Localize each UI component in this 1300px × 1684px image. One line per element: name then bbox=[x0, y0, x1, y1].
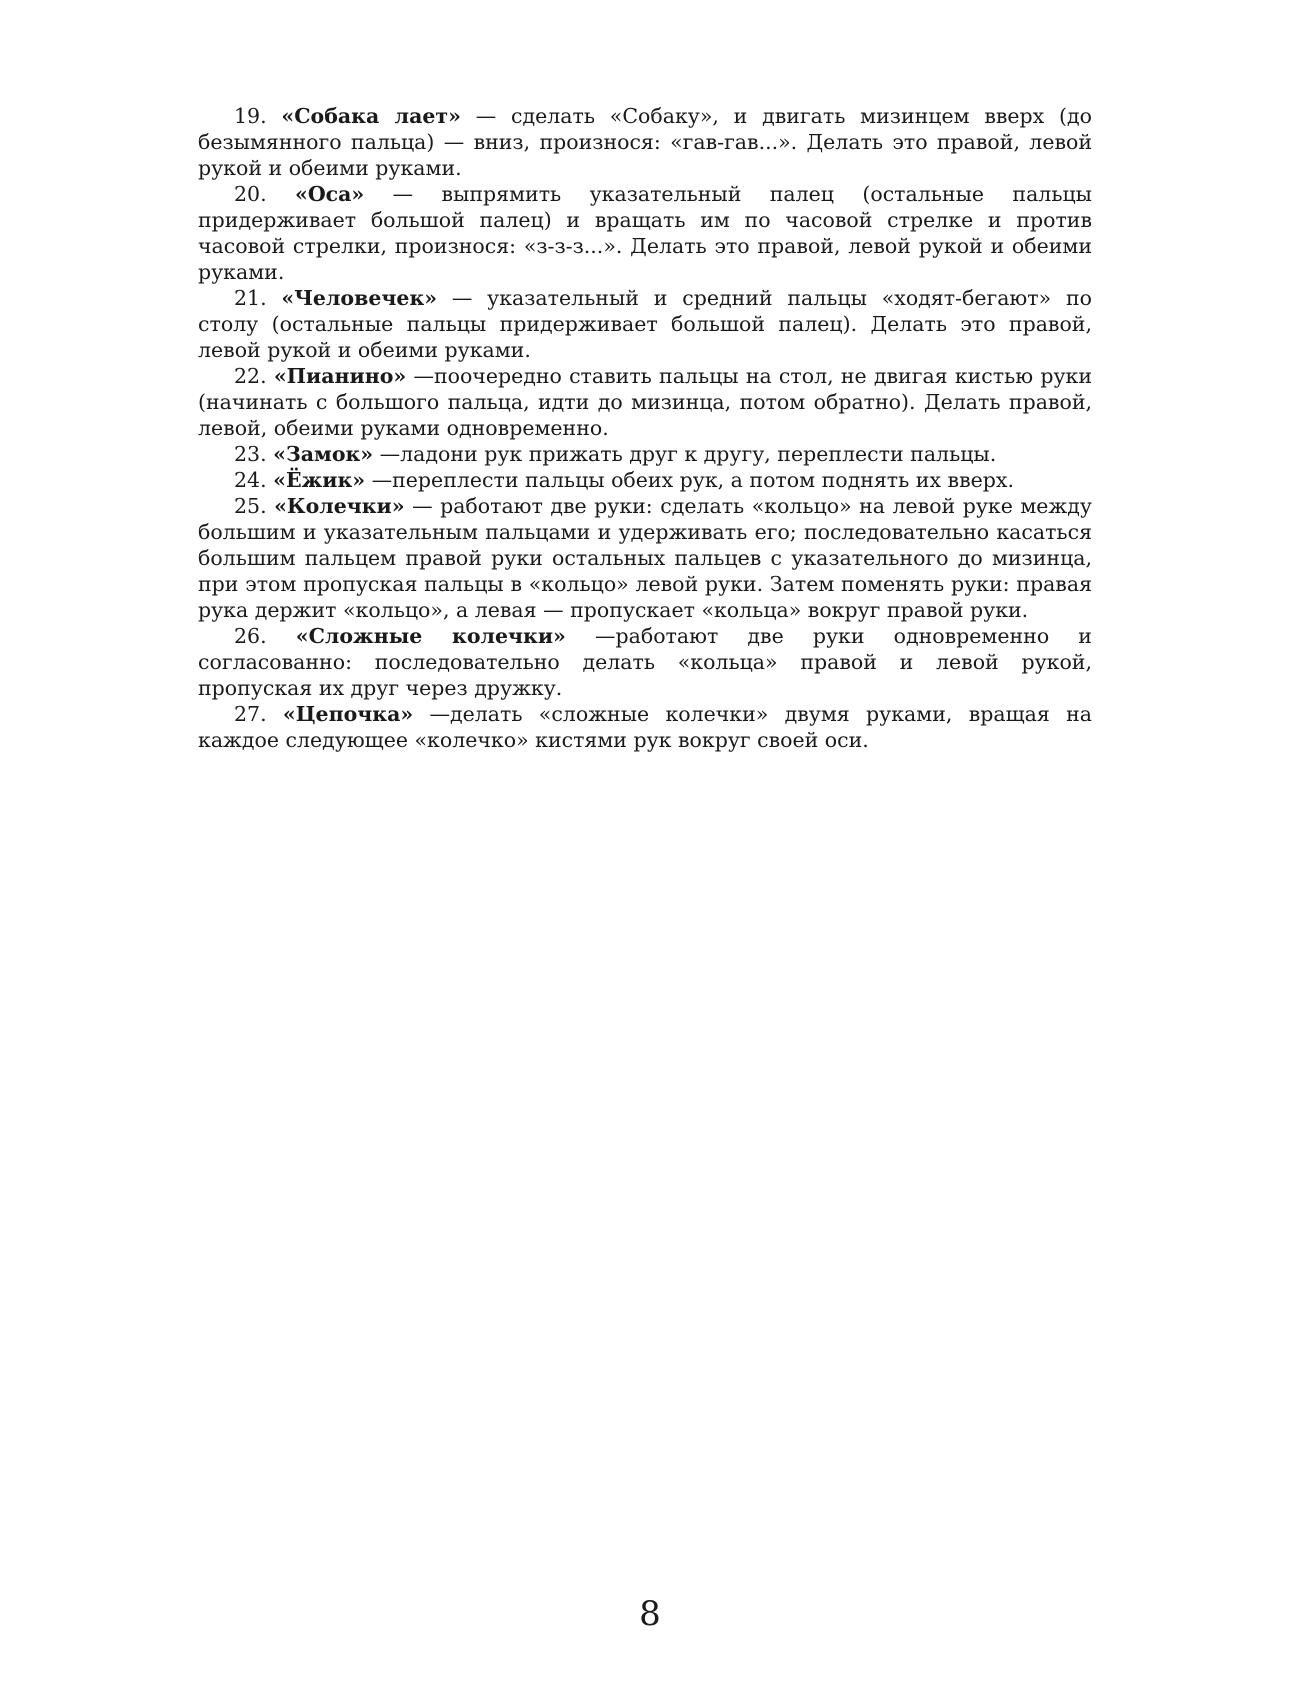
exercise-name: «Цепочка» bbox=[282, 702, 414, 726]
exercise-description: указательный и средний пальцы «ходят-бегают» по столу (остальные пальцы придерживает большой палец). Делать это правой, левой рукой и обеими руками. bbox=[198, 286, 1092, 362]
exercise-item bbox=[198, 181, 1092, 285]
exercise-separator: — bbox=[379, 442, 401, 466]
exercise-name: «Колечки» bbox=[274, 494, 405, 518]
exercise-description: работают две руки одновременно и согласованно: последовательно делать «кольца» правой и левой рукой, пропуская их друг через дружку. bbox=[198, 624, 1092, 700]
exercise-name: «Собака лает» bbox=[281, 104, 461, 128]
exercise-item bbox=[198, 285, 1092, 363]
exercise-number: 27. bbox=[234, 702, 267, 726]
exercise-number: 25. bbox=[234, 494, 267, 518]
exercise-item bbox=[198, 701, 1092, 753]
exercise-item bbox=[198, 441, 1092, 467]
exercise-name: «Оса» bbox=[295, 182, 365, 206]
exercise-separator: — bbox=[413, 364, 434, 388]
exercise-description: выпрямить указательный палец (остальные пальцы придерживает большой палец) и вращать им по часовой стрелке и против часовой стрелки, произнося: «з-з-з...». Делать это правой, левой рукой и обеими руками. bbox=[198, 182, 1092, 284]
page-number: 8 bbox=[639, 1594, 661, 1634]
exercise-name: «Пианино» bbox=[273, 364, 407, 388]
exercise-item bbox=[198, 493, 1092, 623]
exercise-item bbox=[198, 363, 1092, 441]
exercise-description: поочередно ставить пальцы на стол, не двигая кистью руки (начинать с большого пальца, идти до мизинца, потом обратно). Делать правой, левой, обеими руками одновременно. bbox=[198, 364, 1092, 440]
exercise-description: сделать «Собаку», и двигать мизинцем вверх (до безымянного пальца) — вниз, произнося: «гав-гав...». Делать это правой, левой рукой и обеими руками. bbox=[198, 104, 1092, 180]
exercise-name: «Замок» bbox=[273, 442, 374, 466]
exercise-separator: — bbox=[451, 286, 473, 310]
exercise-number: 26. bbox=[234, 624, 267, 648]
exercise-number: 24. bbox=[234, 468, 267, 492]
exercise-separator: — bbox=[429, 702, 450, 726]
exercise-description: переплести пальцы обеих рук, а потом поднять их вверх. bbox=[392, 468, 1014, 492]
exercise-name: «Сложные колечки» bbox=[295, 624, 566, 648]
exercise-separator: — bbox=[595, 624, 616, 648]
exercise-separator: — bbox=[371, 468, 393, 492]
exercise-separator: — bbox=[412, 494, 433, 518]
exercise-number: 22. bbox=[234, 364, 267, 388]
exercise-item bbox=[198, 103, 1092, 181]
exercise-item bbox=[198, 467, 1092, 493]
exercise-number: 19. bbox=[234, 104, 267, 128]
exercise-description: ладони рук прижать друг к другу, переплести пальцы. bbox=[400, 442, 997, 466]
exercise-number: 20. bbox=[234, 182, 267, 206]
exercise-separator: — bbox=[392, 182, 414, 206]
exercise-item bbox=[198, 623, 1092, 701]
exercise-list bbox=[198, 103, 1092, 753]
exercise-separator: — bbox=[475, 104, 497, 128]
exercise-name: «Человечек» bbox=[281, 286, 438, 310]
exercise-number: 21. bbox=[234, 286, 267, 310]
exercise-description: работают две руки: сделать «кольцо» на левой руке между большим и указательным пальцами и удерживать его; последовательно касаться большим пальцем правой руки остальных пальцев с указательного до мизинца, при этом пропуская пальцы в «кольцо» левой руки. Затем поменять руки: правая рука держит «кольцо», а левая — пропускает «кольца» вокруг правой руки. bbox=[198, 494, 1092, 622]
exercise-number: 23. bbox=[234, 442, 267, 466]
exercise-name: «Ёжик» bbox=[273, 468, 366, 492]
exercise-description: делать «сложные колечки» двумя руками, вращая на каждое следующее «колечко» кистями рук вокруг своей оси. bbox=[198, 702, 1092, 752]
